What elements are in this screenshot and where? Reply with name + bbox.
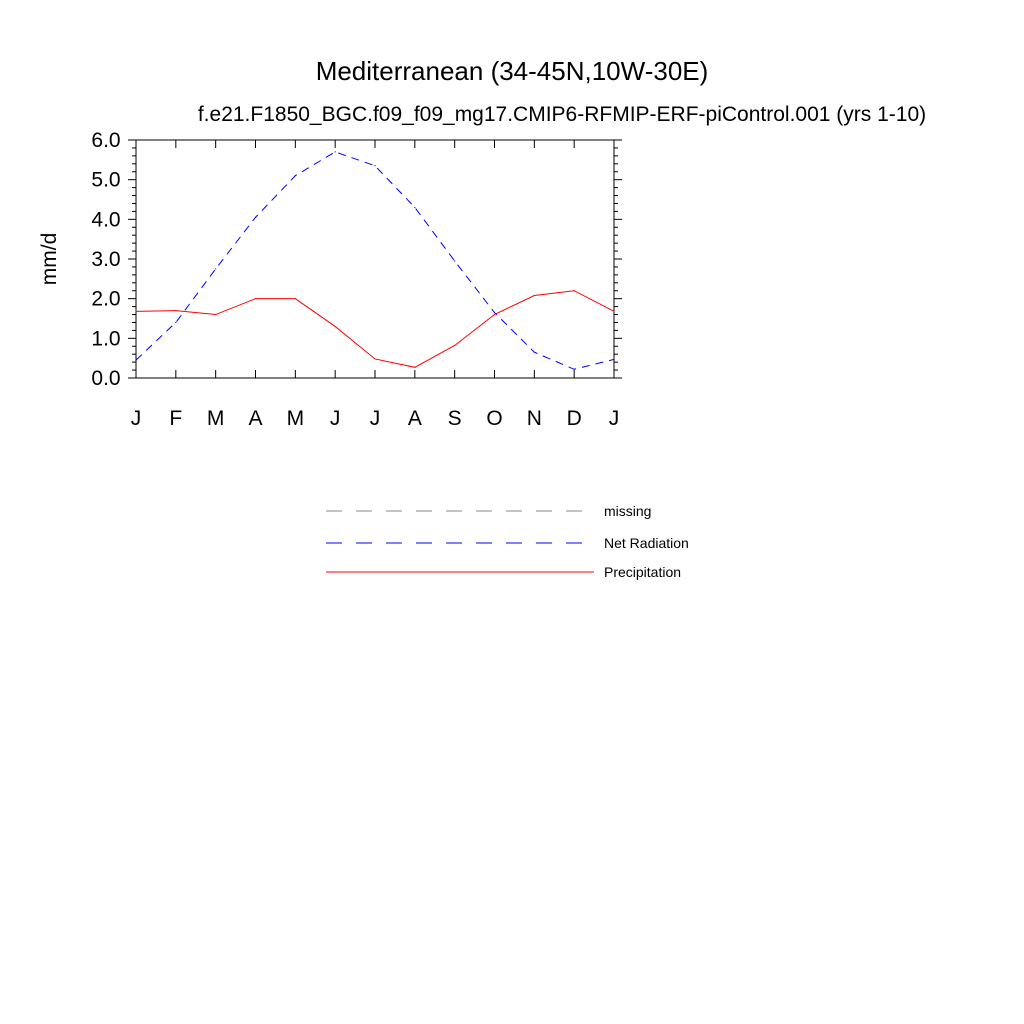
legend-label: Net Radiation xyxy=(604,535,689,551)
data-point-precipitation xyxy=(374,358,375,359)
chart-subtitle: f.e21.F1850_BGC.f09_f09_mg17.CMIP6-RFMIP-ERF-piControl.001 (yrs 1-10) xyxy=(197,103,927,126)
x-tick-label: M xyxy=(206,407,225,430)
data-point-net-radiation xyxy=(494,312,495,313)
series-layer xyxy=(135,151,614,370)
data-point-net-radiation xyxy=(414,207,415,208)
x-tick-label: O xyxy=(486,407,503,430)
chart-title: Mediterranean (34-45N,10W-30E) xyxy=(315,56,709,86)
data-point-precipitation xyxy=(414,367,415,368)
data-point-precipitation xyxy=(494,314,495,315)
data-point-precipitation xyxy=(534,295,535,296)
ticks-layer xyxy=(91,129,622,430)
data-point-net-radiation xyxy=(534,352,535,353)
series-line-precipitation xyxy=(136,291,614,368)
data-point-net-radiation xyxy=(175,322,176,323)
data-point-net-radiation xyxy=(215,268,216,269)
data-point-precipitation xyxy=(175,310,176,311)
legend xyxy=(326,503,689,580)
y-tick-label: 4.0 xyxy=(91,208,121,232)
data-point-net-radiation xyxy=(135,360,136,361)
data-point-net-radiation xyxy=(335,151,336,152)
x-tick-label: F xyxy=(169,407,183,430)
data-point-precipitation xyxy=(255,298,256,299)
y-tick-label: 5.0 xyxy=(91,168,121,192)
data-point-net-radiation xyxy=(454,260,455,261)
y-tick-label: 6.0 xyxy=(91,129,121,152)
data-point-net-radiation xyxy=(374,165,375,166)
x-tick-label: J xyxy=(608,407,620,430)
y-tick-label: 1.0 xyxy=(91,327,121,351)
data-point-precipitation xyxy=(335,326,336,327)
data-point-net-radiation xyxy=(295,175,296,176)
x-tick-label: M xyxy=(286,407,305,430)
x-tick-label: J xyxy=(369,407,381,430)
data-point-precipitation xyxy=(135,311,136,312)
data-point-net-radiation xyxy=(255,217,256,218)
series-line-net-radiation xyxy=(136,152,614,369)
x-tick-label: D xyxy=(566,407,582,430)
data-point-precipitation xyxy=(454,345,455,346)
legend-label: missing xyxy=(604,503,652,519)
x-tick-label: A xyxy=(248,407,263,430)
x-tick-label: N xyxy=(526,407,542,430)
y-tick-label: 3.0 xyxy=(91,248,121,271)
y-axis-label: mm/d xyxy=(38,232,61,286)
data-point-precipitation xyxy=(574,290,575,291)
plot-frame xyxy=(136,140,614,378)
x-tick-label: S xyxy=(447,407,462,430)
x-tick-label: A xyxy=(407,407,422,430)
data-point-precipitation xyxy=(215,314,216,315)
data-point-net-radiation xyxy=(613,359,614,360)
data-point-precipitation xyxy=(613,311,614,312)
x-tick-label: J xyxy=(130,407,142,430)
x-tick-label: J xyxy=(329,407,341,430)
y-tick-label: 2.0 xyxy=(91,287,121,311)
y-tick-label: 0.0 xyxy=(91,367,121,390)
data-point-net-radiation xyxy=(574,369,575,370)
data-point-precipitation xyxy=(295,298,296,299)
legend-label: Precipitation xyxy=(604,564,682,580)
